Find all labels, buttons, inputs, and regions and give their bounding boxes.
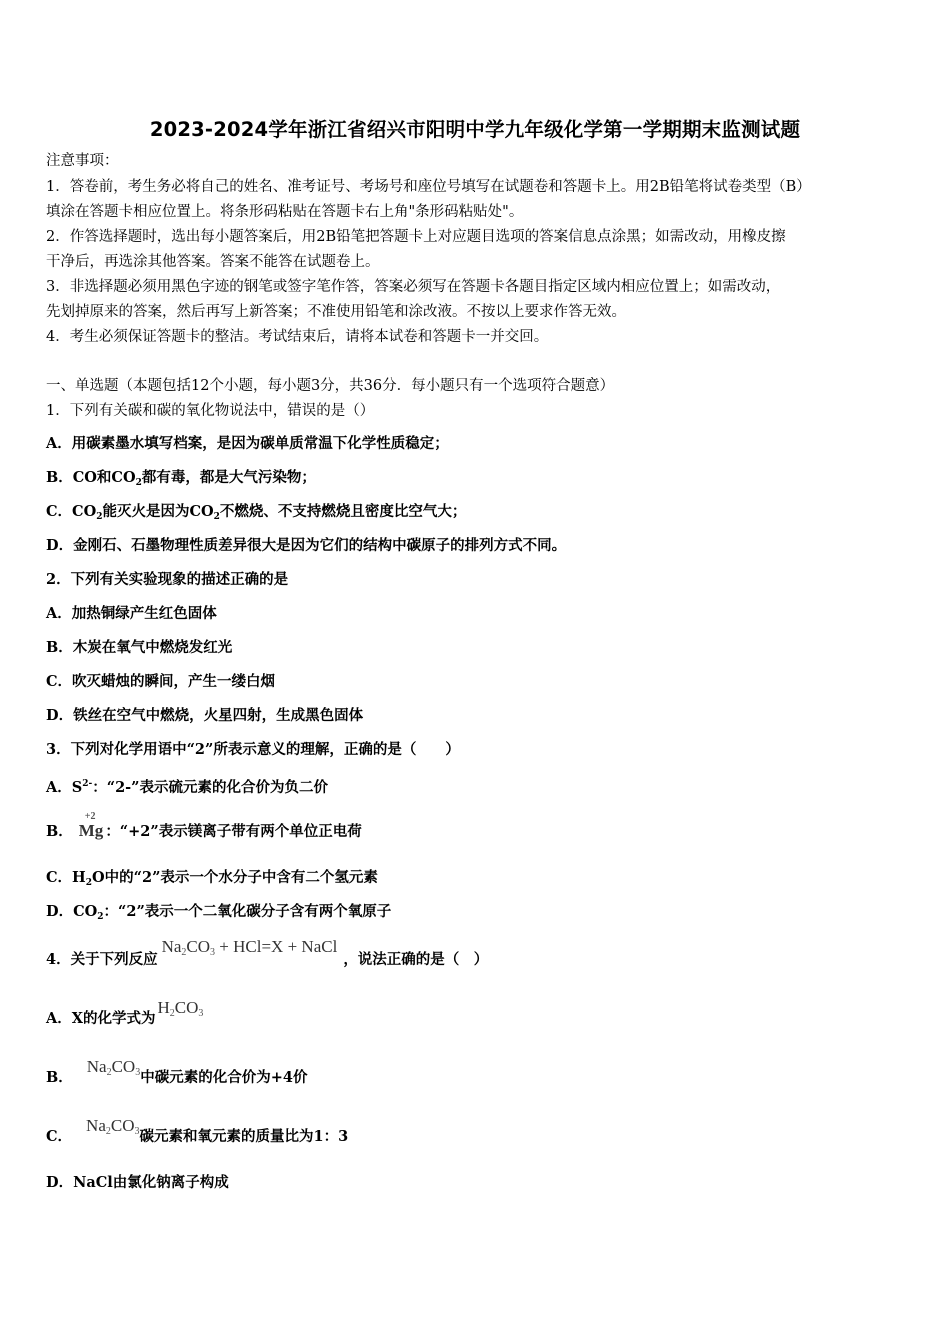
q3-d-text-1: D．CO xyxy=(46,903,98,920)
q2-stem: 2．下列有关实验现象的描述正确的是 xyxy=(46,571,289,588)
q3-d-text-2: ：“2”表示一个二氧化碳分子含有两个氧原子 xyxy=(103,903,392,920)
a-sub-3: 3 xyxy=(198,1008,204,1019)
q1-c-text-2: 能灭火是因为CO xyxy=(102,503,214,520)
notice-line-2: 填涂在答题卡相应位置上。将条形码粘贴在答题卡右上角"条形码粘贴处"。 xyxy=(46,204,524,220)
mg-charge: +2 xyxy=(84,811,96,822)
eq-rest: + HCl=X + NaCl xyxy=(215,937,338,956)
q3-option-d xyxy=(46,903,391,926)
q1-option-a: A．用碳素墨水填写档案，是因为碳单质常温下化学性质稳定； xyxy=(46,435,449,452)
q1-option-b xyxy=(46,469,316,492)
q4-c-label: C． xyxy=(46,1128,73,1145)
notice-heading: 注意事项： xyxy=(46,153,119,169)
eq-na: Na xyxy=(161,937,182,956)
q4-option-a xyxy=(46,998,204,1033)
notice-line-4: 干净后，再选涂其他答案。答案不能答在试题卷上。 xyxy=(46,254,380,270)
q3-option-c xyxy=(46,869,378,892)
q4-b-text: 中碳元素的化合价为+4价 xyxy=(140,1069,308,1086)
q3-stem: 3．下列对化学用语中“2”所表示意义的理解，正确的是（ ） xyxy=(46,741,460,758)
q3-option-b xyxy=(46,811,362,841)
b-na: Na xyxy=(86,1057,107,1076)
q3-c-text-2: O中的“2”表示一个水分子中含有二个氢元素 xyxy=(92,869,378,886)
q4-c-text: 碳元素和氧元素的质量比为1：3 xyxy=(139,1128,349,1145)
q1-option-d: D．金刚石、石墨物理性质差异很大是因为它们的结构中碳原子的排列方式不同。 xyxy=(46,537,567,554)
q3-c-text-1: C．H xyxy=(46,869,86,886)
notice-line-5: 3．非选择题必须用黑色字迹的钢笔或签字笔作答，答案必须写在答题卡各题目指定区域内相应位置上；如需改动， xyxy=(46,279,781,295)
q3-a-text-2: ：“2-”表示硫元素的化合价为负二价 xyxy=(92,779,329,796)
q1-c-sub-2: 2 xyxy=(213,512,220,522)
q2-option-a: A．加热铜绿产生红色固体 xyxy=(46,605,217,622)
section-heading: 一、单选题（本题包括12个小题，每小题3分，共36分．每小题只有一个选项符合题意） xyxy=(46,378,615,394)
notice-line-1: 1．答卷前，考生务必将自己的姓名、准考证号、考场号和座位号填写在试题卷和答题卡上。用2B铅笔将试卷类型（B） xyxy=(46,179,811,195)
reaction-equation xyxy=(162,938,338,962)
notice-line-6: 先划掉原来的答案，然后再写上新答案；不准使用铅笔和涂改液。不按以上要求作答无效。 xyxy=(46,304,626,320)
q2-option-b: B．木炭在氧气中燃烧发红光 xyxy=(46,639,233,656)
c-sub-3: 3 xyxy=(134,1126,140,1137)
q4-stem xyxy=(46,937,489,974)
b-sub-3: 3 xyxy=(135,1067,141,1078)
q1-b-sub: 2 xyxy=(135,478,142,488)
q4-b-label: B． xyxy=(46,1069,73,1086)
a-h: H xyxy=(157,998,170,1017)
c-na: Na xyxy=(86,1116,106,1135)
q2-option-d: D．铁丝在空气中燃烧，火星四射，生成黑色固体 xyxy=(46,707,364,724)
page-title: 2023-2024学年浙江省绍兴市阳明中学九年级化学第一学期期末监测试题 xyxy=(149,118,801,141)
a-co: CO xyxy=(174,998,199,1017)
b-sub-2: 2 xyxy=(106,1067,112,1078)
q4-option-d: D．NaCl由氯化钠离子构成 xyxy=(46,1174,229,1191)
a-sub-2: 2 xyxy=(169,1008,175,1019)
q1-option-c xyxy=(46,503,466,526)
na2co3-formula-c xyxy=(86,1117,139,1141)
q4-stem-text-2: ，说法正确的是（ ） xyxy=(343,951,489,968)
q3-c-sub: 2 xyxy=(85,878,93,888)
q4-a-text: A．X的化学式为 xyxy=(46,1010,156,1027)
q1-c-text-3: 不燃烧、不支持燃烧且密度比空气大； xyxy=(219,503,467,520)
q1-c-text-1: C．CO xyxy=(46,503,97,520)
q1-b-text-2: 都有毒，都是大气污染物； xyxy=(141,469,316,486)
q1-stem: 1．下列有关碳和碳的氧化物说法中，错误的是（） xyxy=(46,403,375,419)
eq-co: CO xyxy=(186,937,211,956)
c-co: CO xyxy=(110,1116,135,1135)
q4-option-b xyxy=(46,1057,308,1092)
notice-line-3: 2．作答选择题时，选出每小题答案后，用2B铅笔把答题卡上对应题目选项的答案信息点涂黑；如需改动，用橡皮擦 xyxy=(46,229,786,245)
b-co: CO xyxy=(111,1057,136,1076)
q2-option-c: C．吹灭蜡烛的瞬间，产生一缕白烟 xyxy=(46,673,276,690)
mg-charge-formula xyxy=(78,811,104,841)
q3-a-text-1: A．S xyxy=(46,779,83,796)
mg-symbol: Mg xyxy=(78,821,104,840)
h2co3-formula xyxy=(158,999,204,1023)
c-sub-2: 2 xyxy=(105,1126,111,1137)
q1-c-sub-1: 2 xyxy=(96,512,103,522)
q4-stem-text-1: 4．关于下列反应 xyxy=(46,951,158,968)
q3-d-sub: 2 xyxy=(97,912,104,922)
na2co3-formula-b xyxy=(87,1058,140,1082)
q3-b-label: B． xyxy=(46,823,73,840)
q3-a-sup: 2- xyxy=(82,779,93,789)
q3-option-a xyxy=(46,775,328,797)
q4-option-c xyxy=(46,1116,349,1151)
q1-b-text-1: B．CO和CO xyxy=(46,469,136,486)
q3-b-text: ：“+2”表示镁离子带有两个单位正电荷 xyxy=(105,823,362,840)
eq-sub-2: 2 xyxy=(181,947,187,958)
notice-line-7: 4．考生必须保证答题卡的整洁。考试结束后，请将本试卷和答题卡一并交回。 xyxy=(46,329,549,345)
eq-sub-3: 3 xyxy=(210,947,216,958)
